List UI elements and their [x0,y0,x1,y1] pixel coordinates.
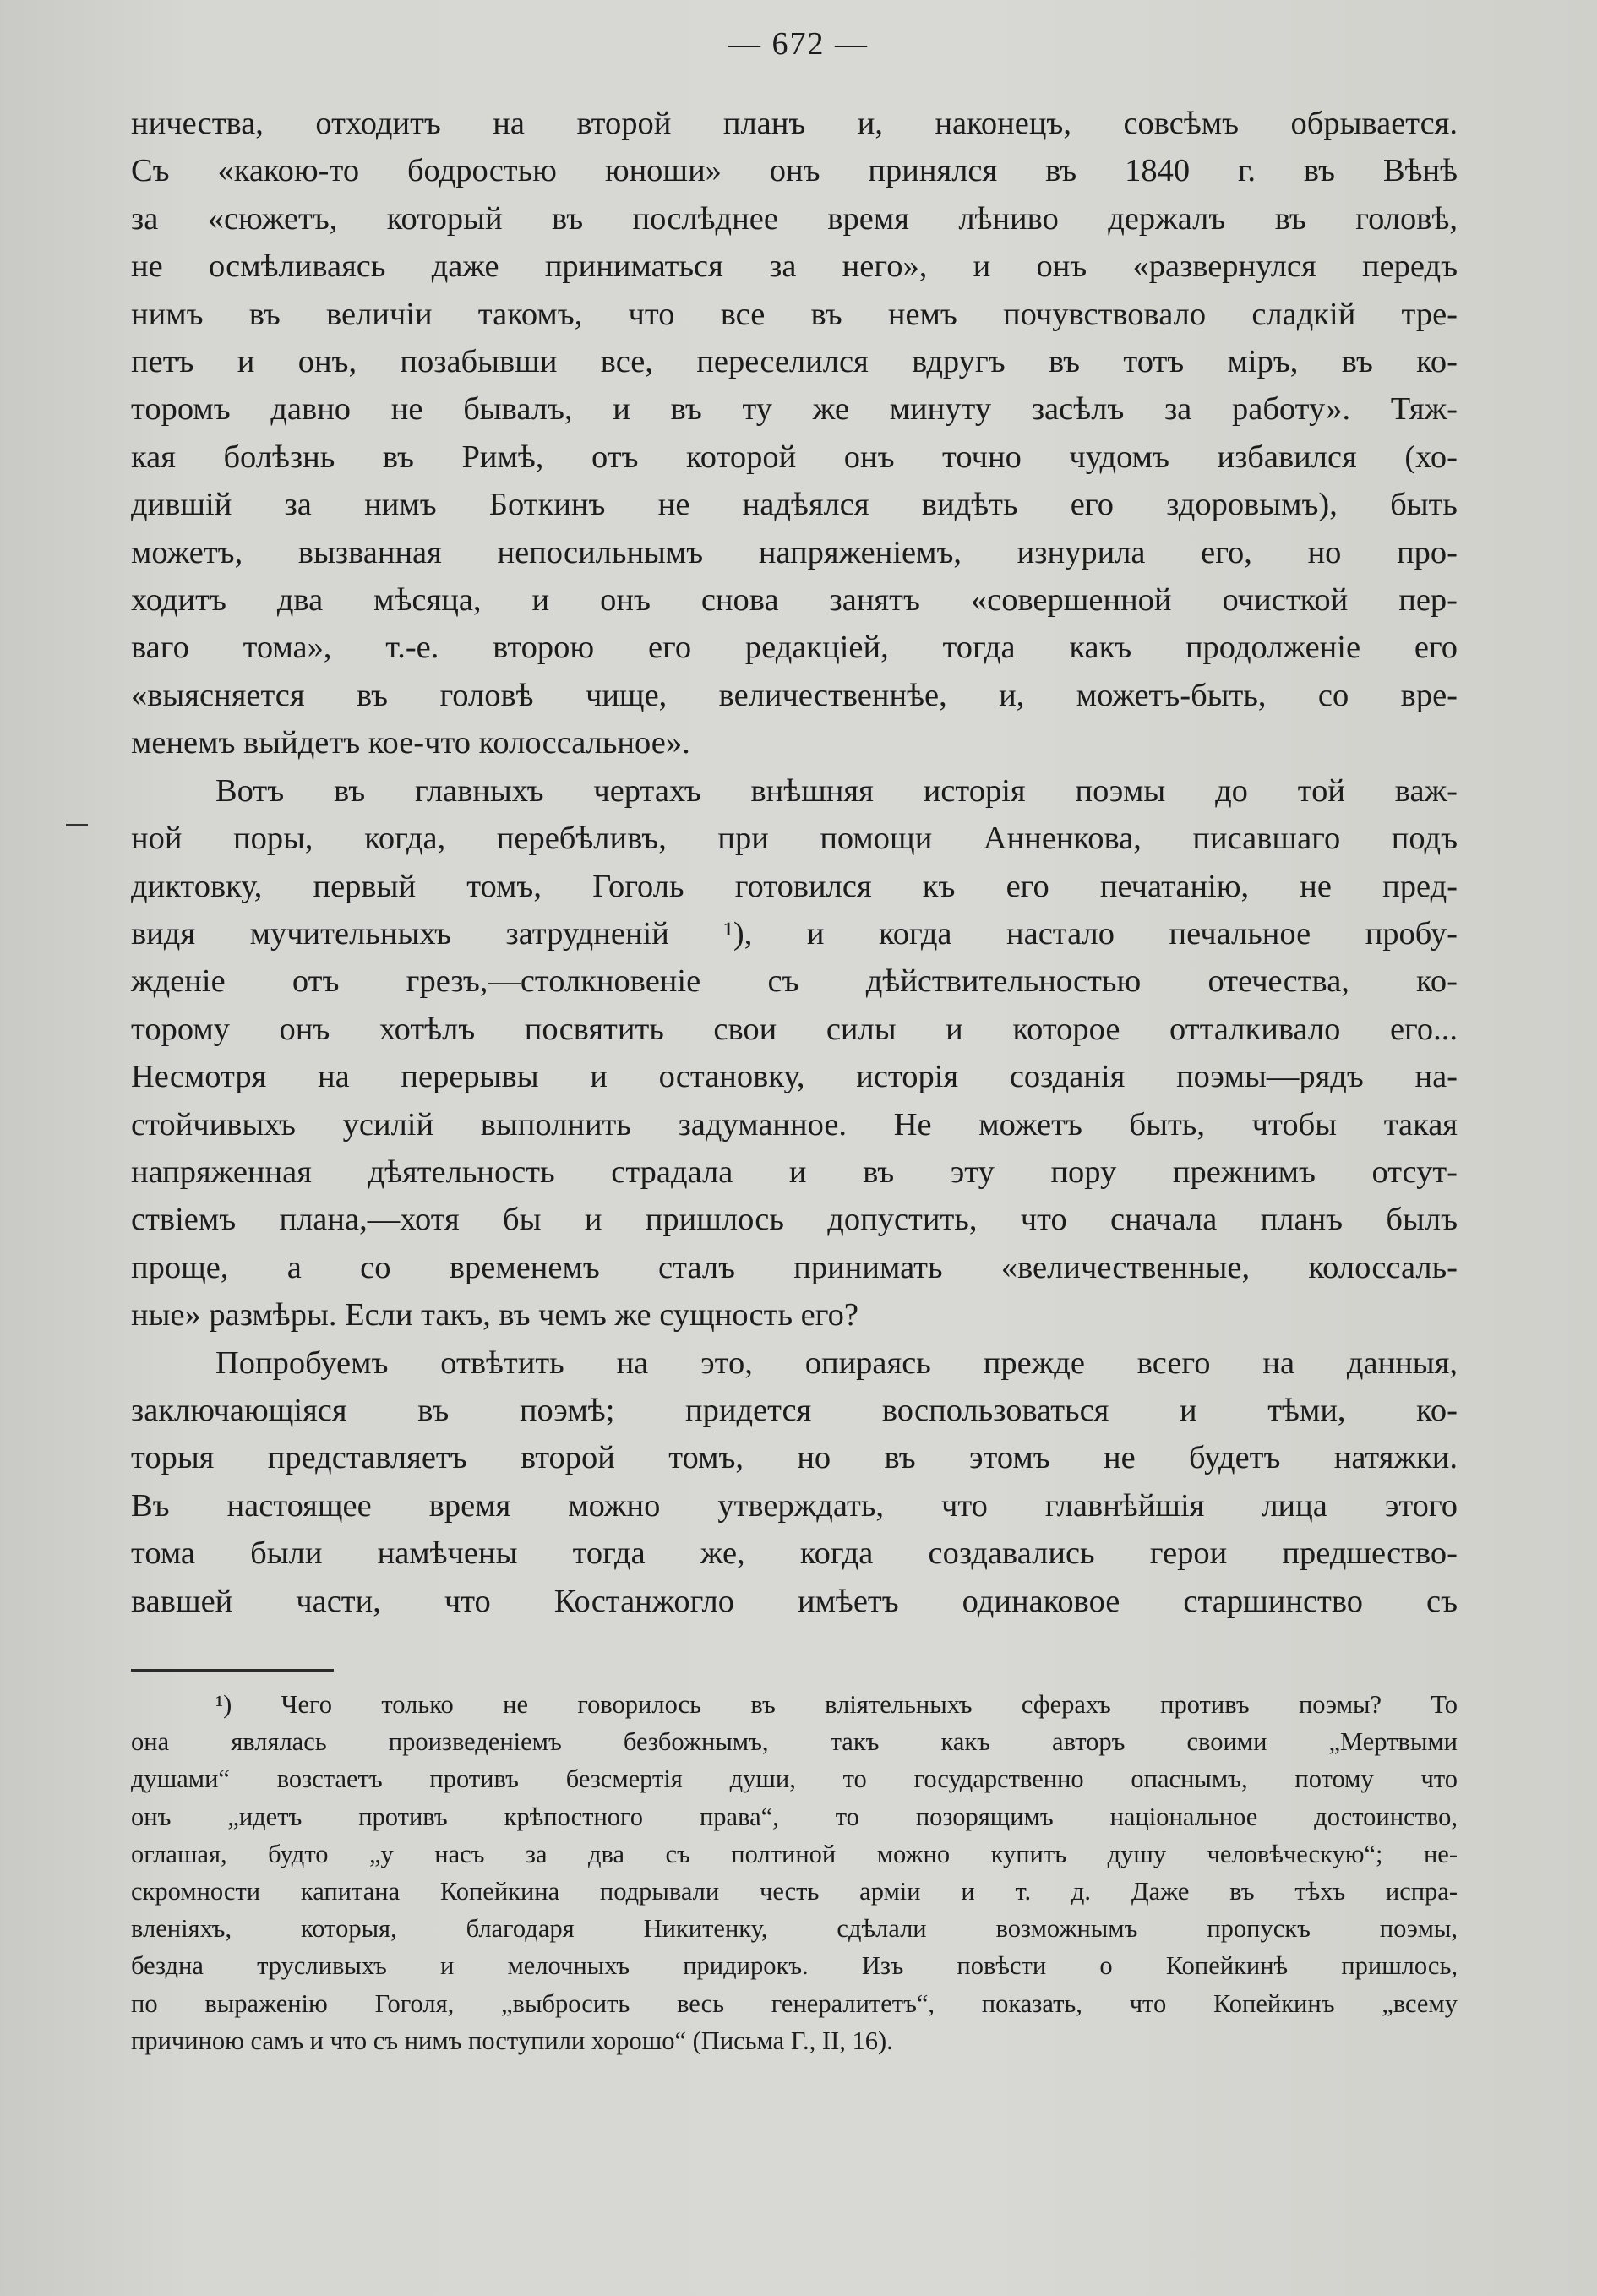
text-line: ничества, отходитъ на второй планъ и, наконецъ, совсѣмъ обрывается. [131,106,1458,141]
text-line: торомъ давно не бывалъ, и въ ту же минуту засѣлъ за работу». Тяж- [131,391,1458,428]
footnote [131,1686,1458,2059]
footnote-divider [131,1669,334,1672]
text-line: тома были намѣчены тогда же, когда создавались герои предшество- [131,1535,1458,1572]
text-line: Вотъ въ главныхъ чертахъ внѣшняя исторія поэмы до той важ- [215,772,1458,809]
text-line: торыя представляетъ второй томъ, но въ этомъ не будетъ натяжки. [131,1440,1458,1476]
text-line: дившій за нимъ Боткинъ не надѣялся видѣть его здоровымъ), быть [131,487,1458,523]
text-line: жденіе отъ грезъ,—столкновеніе съ дѣйствительностью отечества, ко- [131,963,1458,1000]
margin-mark [66,824,88,826]
footnote-line: душами“ возстаетъ противъ безсмертія души, то государственно опаснымъ, потому что [131,1764,1458,1794]
text-line: ные» размѣры. Если такъ, въ чемъ же сущность его? [131,1297,858,1333]
text-line: торому онъ хотѣлъ посвятить свои силы и которое отталкивало его... [131,1011,1458,1047]
text-line: напряженная дѣятельность страдала и въ эту пору прежнимъ отсут- [131,1153,1458,1190]
text-line: заключающіяся въ поэмѣ; придется воспользоваться и тѣми, ко- [131,1392,1458,1428]
text-line: петъ и онъ, позабывши все, переселился вдругъ въ тотъ міръ, въ ко- [131,344,1458,380]
footnote-line: причиною самъ и что съ нимъ поступили хорошо“ (Письма Г., II, 16). [131,2026,893,2055]
page-number: — 672 — [728,26,869,62]
text-line: Въ настоящее время можно утверждать, что главнѣйшія лица этого [131,1487,1458,1524]
footnote-line: вленіяхъ, которыя, благодаря Никитенку, сдѣлали возможнымъ пропускъ поэмы, [131,1914,1458,1944]
text-line: можетъ, вызванная непосильнымъ напряженіемъ, изнурила его, но про- [131,534,1458,570]
text-line: диктовку, первый томъ, Гоголь готовился къ его печатанію, не пред- [131,868,1458,904]
text-line: вавшей части, что Костанжогло имѣетъ одинаковое старшинство съ [131,1583,1458,1619]
text-line: Съ «какою-то бодростью юноши» онъ принялся въ 1840 г. въ Вѣнѣ [131,153,1458,189]
footnote-line: ¹) Чего только не говорилось въ вліятельныхъ сферахъ противъ поэмы? То [215,1690,1458,1719]
footnote-line: скромности капитана Копейкина подрывали честь арміи и т. д. Даже въ тѣхъ испра- [131,1877,1458,1906]
text-line: проще, а со временемъ сталъ принимать «величественные, колоссаль- [131,1249,1458,1285]
text-line: видя мучительныхъ затрудненій ¹), и когда настало печальное пробу- [131,915,1458,952]
text-line: Несмотря на перерывы и остановку, исторія созданія поэмы—рядъ на- [131,1059,1458,1095]
footnote-line: бездна трусливыхъ и мелочныхъ придирокъ. Изъ повѣсти о Копейкинѣ пришлось, [131,1951,1458,1981]
text-line: ваго тома», т.-е. второю его редакціей, тогда какъ продолженіе его [131,630,1458,666]
paragraph-2 [131,767,1458,1339]
paragraph-1 [131,100,1458,767]
footnote-line: она являлась произведеніемъ безбожнымъ, такъ какъ авторъ своими „Мертвыми [131,1727,1458,1757]
text-line: менемъ выйдетъ кое-что колоссальное». [131,725,690,761]
text-line: стойчивыхъ усилій выполнить задуманное. Не можетъ быть, чтобы такая [131,1106,1458,1143]
body-text [131,100,1458,1625]
text-line: ходитъ два мѣсяца, и онъ снова занятъ «совершенной очисткой пер- [131,582,1458,619]
paragraph-3 [131,1339,1458,1625]
text-line: ствіемъ плана,—хотя бы и пришлось допустить, что сначала планъ былъ [131,1202,1458,1238]
text-line: не осмѣливаясь даже приниматься за него», и онъ «развернулся передъ [131,248,1458,285]
footnote-line: оглашая, будто „у насъ за два съ полтиной можно купить душу человѣческую“; не- [131,1839,1458,1868]
footnote-line: онъ „идетъ противъ крѣпостного права“, то позорящимъ національное достоинство, [131,1802,1458,1831]
text-line: кая болѣзнь въ Римѣ, отъ которой онъ точно чудомъ избавился (хо- [131,439,1458,475]
text-line: нимъ въ величіи такомъ, что все въ немъ почувствовало сладкій тре- [131,296,1458,332]
footnote-line: по выраженію Гоголя, „выбросить весь генералитетъ“, показать, что Копейкинъ „всему [131,1988,1458,2018]
text-line: Попробуемъ отвѣтить на это, опираясь прежде всего на данныя, [215,1344,1458,1381]
text-line: за «сюжетъ, который въ послѣднее время лѣниво держалъ въ головѣ, [131,200,1458,237]
text-line: «выясняется въ головѣ чище, величественнѣе, и, можетъ-быть, со вре- [131,677,1458,713]
text-line: ной поры, когда, перебѣливъ, при помощи Анненкова, писавшаго подъ [131,821,1458,857]
